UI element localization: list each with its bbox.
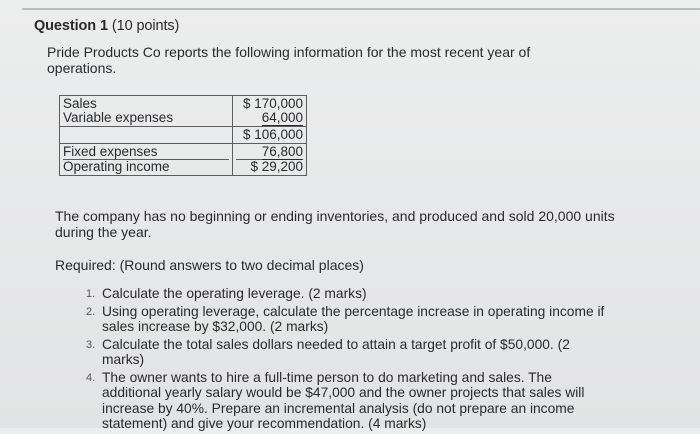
task-text: The owner wants to hire a full-time person to do marketing and sales. The additional yearly salary would be $47,000 and the owner projects that sales will increase by 40%. Prepare an incremental analysis (do not prepare an income statement) and give your recommendation. (4 marks) xyxy=(102,369,585,431)
task-number: 2. xyxy=(86,305,96,318)
task-text: Calculate the total sales dollars needed to attain a target profit of $50,000. (2 marks) xyxy=(102,336,570,367)
operating-income-label: Operating income xyxy=(63,159,229,174)
contribution-margin-value: $ 106,000 xyxy=(233,127,307,144)
fixed-expenses-value-wrap xyxy=(236,145,303,159)
list-item xyxy=(86,337,606,368)
task-list xyxy=(86,286,606,434)
table-row xyxy=(60,96,307,127)
fixed-expenses-value: 76,800 xyxy=(261,144,303,159)
task-text: Using operating leverage, calculate the percentage increase in operating income if sales increase by $32,000. (2 marks) xyxy=(102,303,605,334)
scenario-text: The company has no beginning or ending inventories, and produced and sold 20,000 units during the year. xyxy=(55,208,615,240)
intro-text: Pride Products Co reports the following information for the most recent year of operations. xyxy=(47,44,531,76)
row-label xyxy=(60,144,233,176)
task-number: 3. xyxy=(86,338,96,351)
variable-expenses-value: 64,000 xyxy=(261,110,303,125)
top-divider xyxy=(22,8,700,10)
variable-expenses-value-wrap xyxy=(236,111,303,125)
sales-label: Sales xyxy=(63,96,97,111)
row-value xyxy=(233,96,307,127)
row-label xyxy=(60,96,233,127)
variable-expenses-label: Variable expenses xyxy=(63,110,174,125)
sales-value: $ 170,000 xyxy=(242,96,303,111)
list-item xyxy=(86,370,606,432)
fixed-expenses-label: Fixed expenses xyxy=(63,144,158,159)
task-number: 4. xyxy=(86,371,96,384)
list-item xyxy=(86,304,606,335)
income-statement-table xyxy=(59,95,307,176)
required-instruction: Required: (Round answers to two decimal places) xyxy=(55,257,364,273)
list-item xyxy=(86,286,606,302)
task-number: 1. xyxy=(86,288,96,300)
question-heading xyxy=(34,18,179,34)
row-value xyxy=(233,144,307,176)
table-row xyxy=(60,144,307,176)
table-row xyxy=(60,127,307,144)
contribution-margin-label xyxy=(60,127,233,144)
operating-income-value: $ 29,200 xyxy=(236,159,303,174)
question-points: (10 points) xyxy=(111,18,180,34)
question-title: Question 1 xyxy=(34,18,108,34)
task-text: Calculate the operating leverage. (2 marks) xyxy=(102,286,367,301)
